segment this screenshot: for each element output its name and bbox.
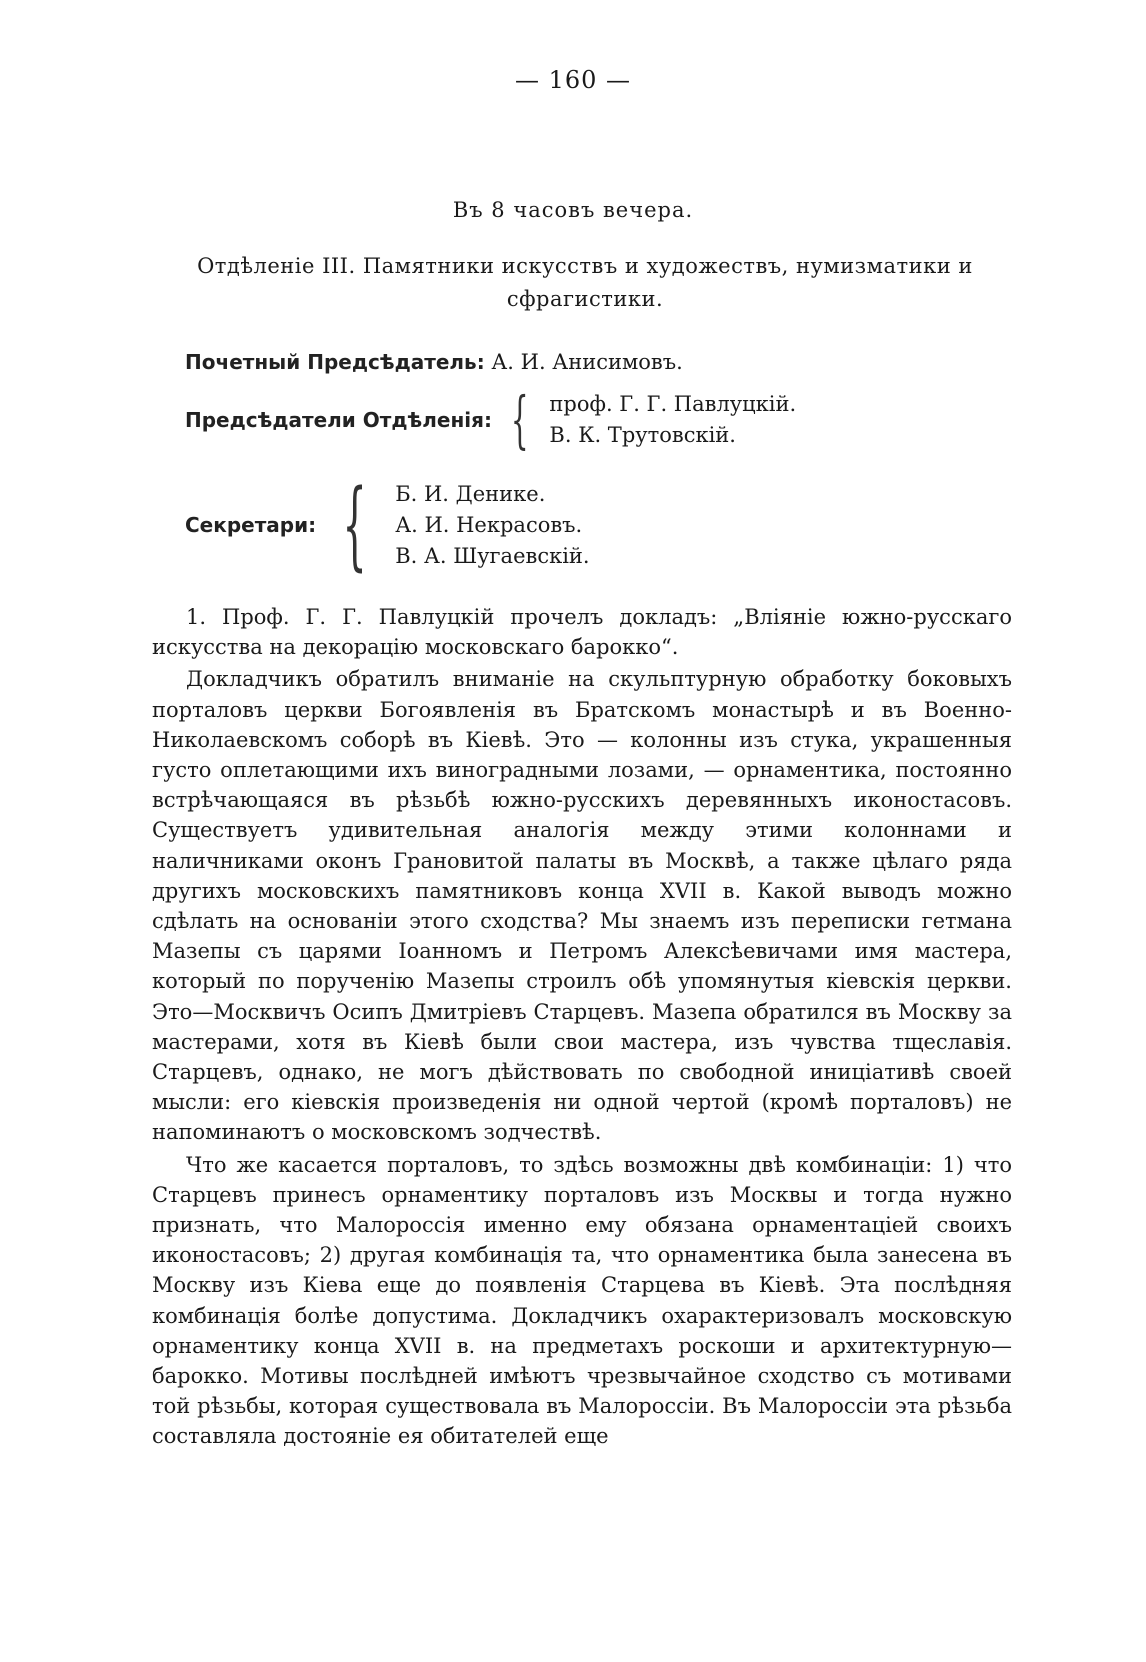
time-heading: Въ 8 часовъ вечера. xyxy=(452,198,694,222)
paragraph-portals: Что же касается порталовъ, то здѣсь возможны двѣ комбинаціи: 1) что Старцевъ принесъ орнаментику порталовъ изъ Москвы и тогда нужно признать, что Малороссія именно ему обязана орнаментаціей своихъ иконостасовъ; 2) другая комбинація та, что орнаментика была занесена въ Москву изъ Кіева еще до появленія Старцева въ Кіевѣ. Эта послѣдняя комбинація болѣе допустима. Докладчикъ охарактеризовалъ московскую орнаментику конца XVII в. на предметахъ роскоши и архитектурную—барокко. Мотивы послѣдней имѣютъ чрезвычайное сходство съ мотивами той рѣзьбы, которая существовала въ Малороссіи. Въ Малороссіи эта рѣзьба составляла достояніе ея обитателей еще xyxy=(152,1152,1012,1449)
chair-name: В. К. Трутовскій. xyxy=(549,423,736,447)
chair-name: проф. Г. Г. Павлуцкій. xyxy=(549,392,797,416)
honorary-chair-label: Почетный Предсѣдатель: xyxy=(185,350,485,374)
secretary-name: Б. И. Денике. xyxy=(395,481,546,506)
paragraph-summary: Докладчикъ обратилъ вниманіе на скульптурную обработку боковыхъ порталовъ церкви Богоявленія въ Братскомъ монастырѣ и въ Военно-Николаевскомъ соборѣ въ Кіевѣ. Это — колонны изъ стука, украшенныя густо оплетающими ихъ виноградными лозами, — орнаментика, постоянно встрѣчающаяся въ рѣзьбѣ южно-русскихъ деревянныхъ иконостасовъ. Существуетъ удивительная аналогія между этими колоннами и наличниками оконъ Грановитой палаты въ Москвѣ, а также цѣлаго ряда другихъ московскихъ памятниковъ конца XVII в. Какой выводъ можно сдѣлать на основаніи этого сходства? Мы знаемъ изъ переписки гетмана Мазепы съ царями Іоанномъ и Петромъ Алексѣевичами имя мастера, который по порученію Мазепы строилъ обѣ упомянутыя кіевскія церкви. Это—Москвичъ Осипъ Дмитріевъ Старцевъ. Мазепа обратился въ Москву за мастерами, хотя въ Кіевѣ были свои мастера, изъ чувства тщеславія. Старцевъ, однако, не могъ дѣйствовать по свободной иниціативѣ своей мысли: его кіевскія произведенія ни одной чертой (кромѣ порталовъ) не напоминаютъ о московскомъ зодчествѣ. xyxy=(152,667,1012,1145)
honorary-chair xyxy=(185,350,683,374)
body-text xyxy=(152,602,1012,1452)
secretaries-names xyxy=(395,479,589,572)
secretary-name: В. А. Шугаевскій. xyxy=(395,543,590,568)
section-heading: Отдѣленіе III. Памятники искусствъ и художествъ, нумизматики и сфрагистики. xyxy=(197,254,973,311)
chairs-brace: { xyxy=(510,383,529,456)
chairs-label: Предсѣдатели Отдѣленія: xyxy=(185,408,492,432)
chairs-names xyxy=(549,389,796,451)
section-chairs xyxy=(185,385,796,455)
paragraph-report-title: 1. Проф. Г. Г. Павлуцкій прочелъ докладъ: „Вліяніе южно-русскаго искусства на декорацію московскаго барокко“. xyxy=(152,605,1012,660)
honorary-chair-name: А. И. Анисимовъ. xyxy=(491,350,683,374)
secretaries-label: Секретари: xyxy=(185,513,317,537)
secretaries xyxy=(185,469,590,581)
page-number: — 160 — xyxy=(514,66,632,94)
secretary-name: А. И. Некрасовъ. xyxy=(395,512,583,537)
secretaries-brace: { xyxy=(342,469,367,581)
